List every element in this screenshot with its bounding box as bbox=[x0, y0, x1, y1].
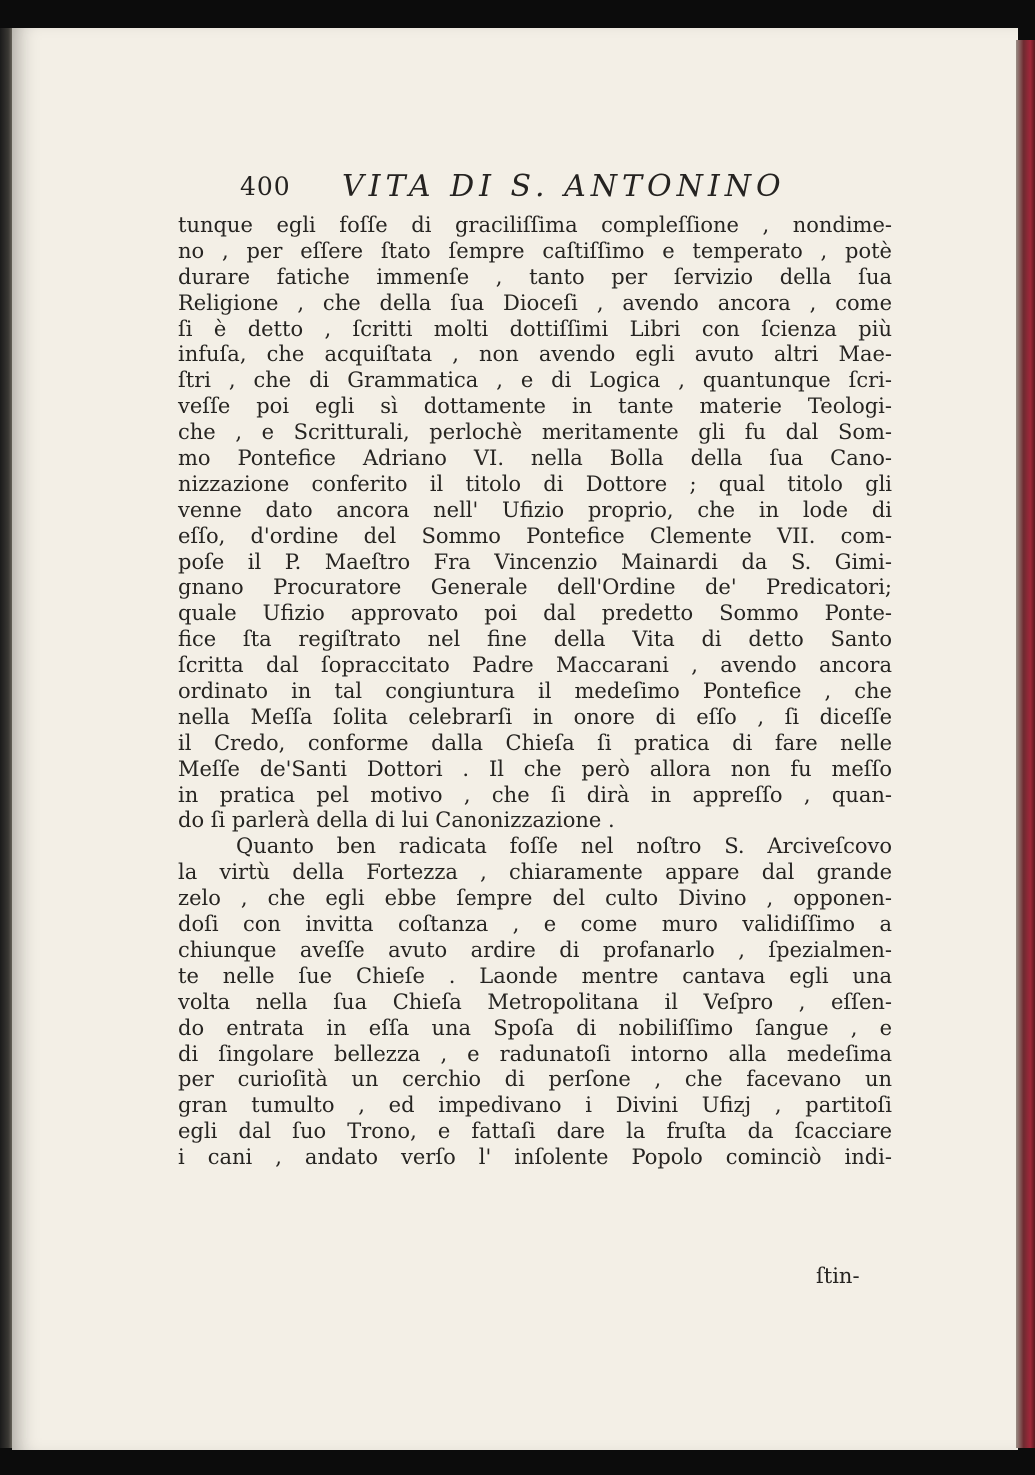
text-line: in pratica pel motivo , che ſi dirà in appreſſo , quan- bbox=[178, 782, 892, 807]
text-line: Meſſe de'Santi Dottori . Il che però allora non fu meſſo bbox=[178, 756, 892, 781]
text-line: ſtri , che di Grammatica , e di Logica , quantunque ſcri- bbox=[178, 368, 892, 393]
text-line: volta nella ſua Chieſa Metropolitana il Veſpro , eſſen- bbox=[178, 989, 892, 1014]
text-line: do entrata in eſſa una Spoſa di nobiliſſimo ſangue , e bbox=[178, 1015, 892, 1040]
text-line: doſi con invitta coſtanza , e come muro validiſſimo a bbox=[178, 912, 892, 937]
body-text bbox=[178, 213, 892, 1171]
text-line: la virtù della Fortezza , chiaramente appare dal grande bbox=[178, 860, 892, 885]
text-line: Religione , che della ſua Dioceſi , avendo ancora , come bbox=[178, 290, 892, 315]
page-number: 400 bbox=[240, 172, 291, 201]
text-line: gnano Procuratore Generale dell'Ordine de' Predicatori; bbox=[178, 575, 892, 600]
text-line: egli dal ſuo Trono, e fattaſi dare la fruſta da ſcacciare bbox=[178, 1119, 892, 1144]
text-line: i cani , andato verſo l' inſolente Popolo cominciò indi- bbox=[178, 1145, 892, 1170]
text-line: no , per eſſere ſtato ſempre caſtiſſimo e temperato , potè bbox=[178, 238, 892, 263]
text-line: il Credo, conforme dalla Chieſa ſi pratica di fare nelle bbox=[178, 730, 892, 755]
text-line: zelo , che egli ebbe ſempre del culto Divino , opponen- bbox=[178, 886, 892, 911]
text-line: quale Ufizio approvato poi dal predetto Sommo Ponte- bbox=[178, 601, 892, 626]
text-line: poſe il P. Maeſtro Fra Vincenzio Mainardi da S. Gimi- bbox=[178, 549, 892, 574]
text-line: nizzazione conferito il titolo di Dottore ; qual titolo gli bbox=[178, 471, 892, 496]
text-line: te nelle ſue Chieſe . Laonde mentre cantava egli una bbox=[178, 963, 892, 988]
page-edge-binding bbox=[1016, 40, 1035, 1448]
text-line: ſi è detto , ſcritti molti dottiſſimi Libri con ſcienza più bbox=[178, 316, 892, 341]
text-line: per curioſità un cerchio di perſone , che facevano un bbox=[178, 1067, 892, 1092]
text-line: durare fatiche immenſe , tanto per ſervizio della ſua bbox=[178, 264, 892, 289]
text-line: ordinato in tal congiuntura il medeſimo Pontefice , che bbox=[178, 679, 892, 704]
text-line: gran tumulto , ed impedivano i Divini Ufizj , partitoſi bbox=[178, 1093, 892, 1118]
text-line: fice ſta regiſtrato nel fine della Vita di detto Santo bbox=[178, 627, 892, 652]
text-line: eſſo, d'ordine del Sommo Pontefice Clemente VII. com- bbox=[178, 523, 892, 548]
text-line: ſcritta dal ſopraccitato Padre Maccarani , avendo ancora bbox=[178, 653, 892, 678]
text-line: tunque egli foſſe di graciliſſima compleſſione , nondime- bbox=[178, 213, 892, 237]
text-line: Quanto ben radicata foſſe nel noſtro S. Arciveſcovo bbox=[236, 834, 892, 859]
text-line: chiunque aveſſe avuto ardire di profanarlo , ſpezialmen- bbox=[178, 937, 892, 962]
text-line: che , e Scritturali, perlochè meritamente gli fu dal Som- bbox=[178, 420, 892, 445]
text-line: venne dato ancora nell' Ufizio proprio, che in lode di bbox=[178, 497, 892, 522]
text-line: infuſa, che acquiſtata , non avendo egli avuto altri Mae- bbox=[178, 342, 892, 367]
text-line: do ſi parlerà della di lui Canonizzazione . bbox=[178, 808, 615, 833]
text-line: veſſe poi egli sì dottamente in tante materie Teologi- bbox=[178, 394, 892, 419]
running-head bbox=[240, 169, 800, 206]
text-line: nella Meſſa ſolita celebrarſi in onore di eſſo , ſi diceſſe bbox=[178, 704, 892, 729]
text-line: di ſingolare bellezza , e radunatoſi intorno alla medeſima bbox=[178, 1041, 892, 1066]
catchword: ſtin- bbox=[816, 1264, 860, 1288]
text-line: mo Pontefice Adriano VI. nella Bolla della ſua Cano- bbox=[178, 446, 892, 471]
running-title: VITA DI S. ANTONINO bbox=[342, 169, 786, 204]
